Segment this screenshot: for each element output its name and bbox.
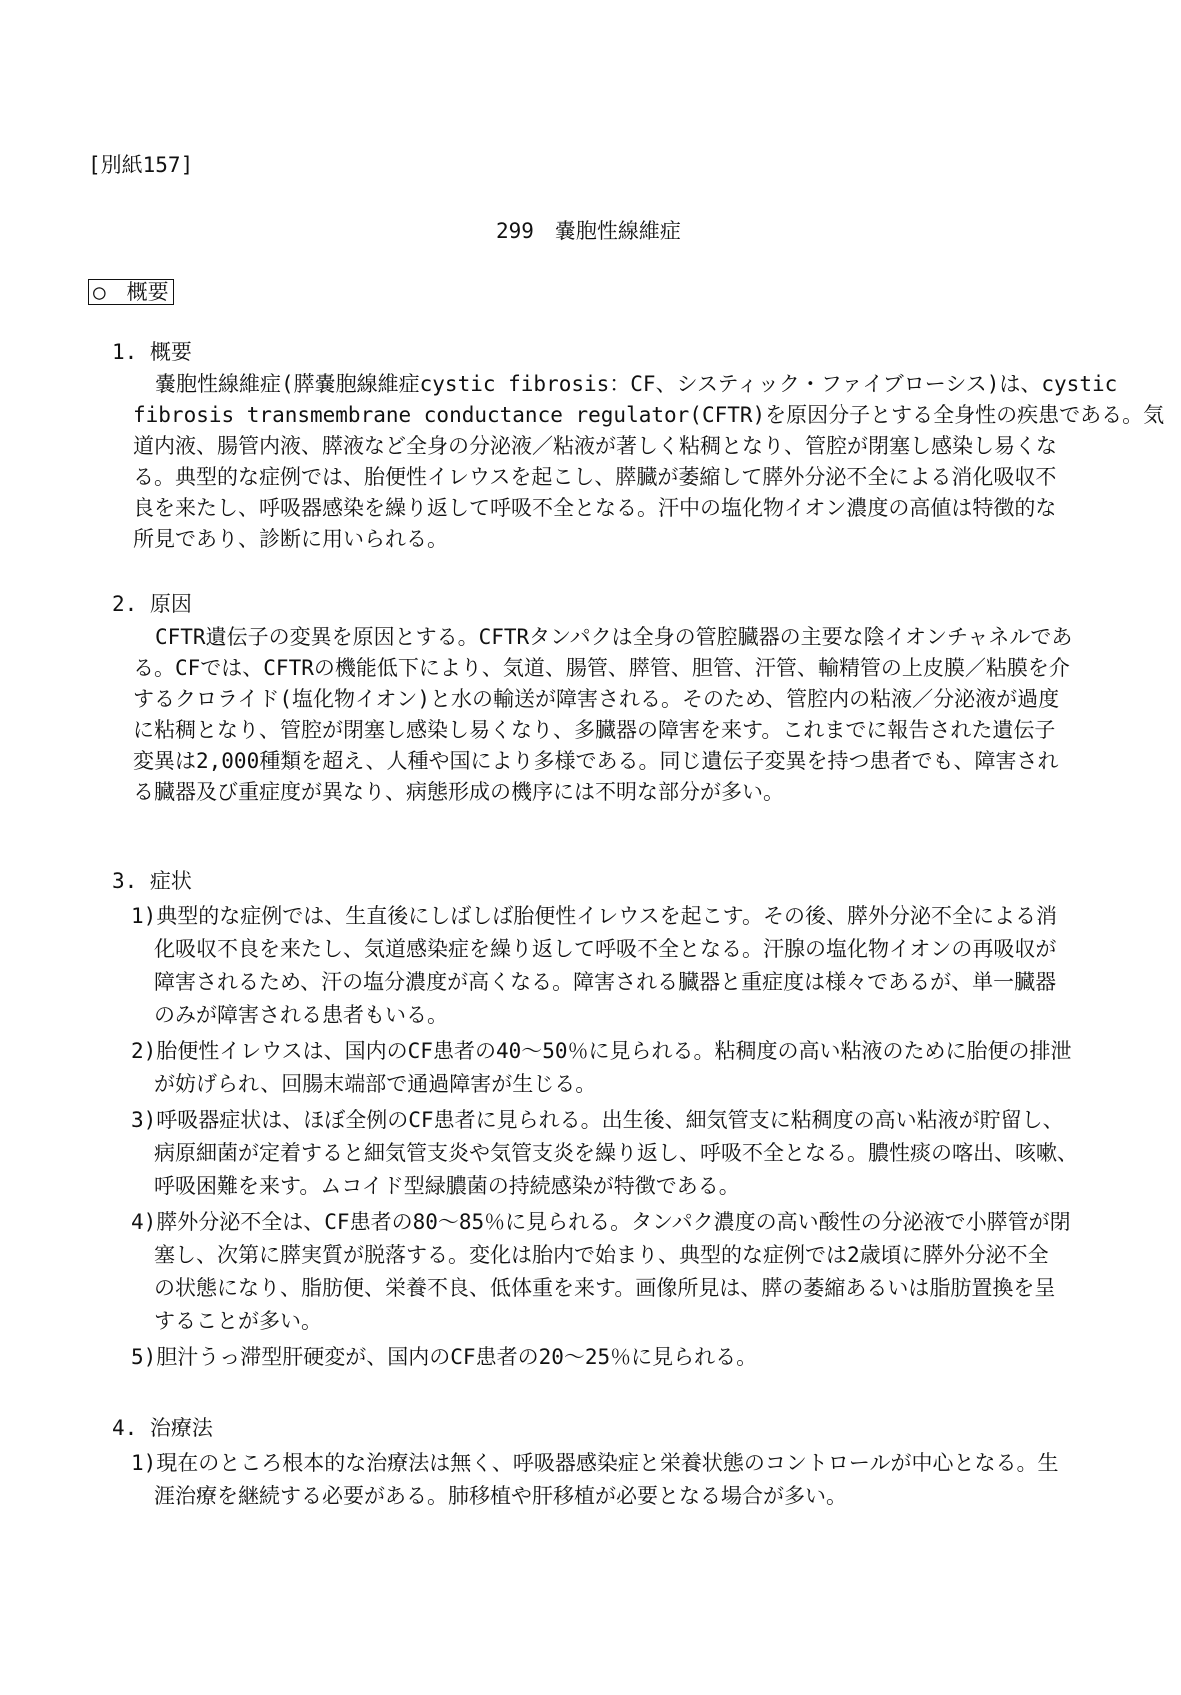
- text-line: 道内液、腸管内液、膵液など全身の分泌液／粘液が著しく粘稠となり、管腔が閉塞し感染し易くな: [133, 434, 1057, 458]
- text-line: 嚢胞性線維症(膵嚢胞線維症cystic fibrosis：CF、システィック・ファイブローシス)は、cystic: [155, 372, 1118, 396]
- text-line: 障害されるため、汗の塩分濃度が高くなる。障害される臓器と重症度は様々であるが、単一臓器: [154, 970, 1057, 994]
- text-line: 良を来たし、呼吸器感染を繰り返して呼吸不全となる。汗中の塩化物イオン濃度の高値は特徴的な: [133, 496, 1057, 520]
- text-line: 化吸収不良を来たし、気道感染症を繰り返して呼吸不全となる。汗腺の塩化物イオンの再吸収が: [154, 937, 1057, 961]
- text-line: 呼吸困難を来す。ムコイド型緑膿菌の持続感染が特徴である。: [154, 1174, 740, 1198]
- page-title: 299 嚢胞性線維症: [496, 219, 681, 243]
- text-line: が妨げられ、回腸末端部で通過障害が生じる。: [154, 1072, 597, 1096]
- text-line: 所見であり、診断に用いられる。: [133, 527, 448, 551]
- text-line: のみが障害される患者もいる。: [154, 1003, 448, 1027]
- text-line: するクロライド(塩化物イオン)と水の輸送が障害される。そのため、管腔内の粘液／分泌液が過度: [133, 687, 1060, 711]
- list-item: [131, 900, 1181, 1032]
- section-body-symptoms: [131, 900, 1181, 1374]
- list-item: [131, 1206, 1181, 1338]
- text-line: 4)膵外分泌不全は、CF患者の80～85％に見られる。タンパク濃度の高い酸性の分泌液で小膵管が閉: [131, 1210, 1071, 1234]
- text-line: 1)典型的な症例では、生直後にしばしば胎便性イレウスを起こす。その後、膵外分泌不全による消: [131, 904, 1057, 928]
- text-line: 1)現在のところ根本的な治療法は無く、呼吸器感染症と栄養状態のコントロールが中心となる。生: [131, 1451, 1059, 1475]
- text-line: る臓器及び重症度が異なり、病態形成の機序には不明な部分が多い。: [133, 780, 784, 804]
- section-heading-symptoms: 3. 症状: [112, 869, 192, 893]
- section-heading-treatment: 4. 治療法: [112, 1416, 213, 1440]
- section-body-treatment: [131, 1447, 1181, 1513]
- text-line: 変異は2,000種類を超え、人種や国により多様である。同じ遺伝子変異を持つ患者でも、障害され: [133, 749, 1059, 773]
- text-line: 3)呼吸器症状は、ほぼ全例のCF患者に見られる。出生後、細気管支に粘稠度の高い粘液が貯留し、: [131, 1108, 1064, 1132]
- list-item: [131, 1035, 1181, 1101]
- section-heading-cause: 2. 原因: [112, 592, 192, 616]
- list-item: [131, 1447, 1181, 1513]
- text-line: 涯治療を継続する必要がある。肺移植や肝移植が必要となる場合が多い。: [154, 1484, 847, 1508]
- text-line: 塞し、次第に膵実質が脱落する。変化は胎内で始まり、典型的な症例では2歳頃に膵外分泌不全: [154, 1243, 1049, 1267]
- section-body-overview: [133, 369, 1181, 555]
- text-line: 2)胎便性イレウスは、国内のCF患者の40～50％に見られる。粘稠度の高い粘液のために胎便の排泄: [131, 1039, 1072, 1063]
- text-line: 5)胆汁うっ滞型肝硬変が、国内のCF患者の20～25％に見られる。: [131, 1345, 758, 1369]
- text-line: る。典型的な症例では、胎便性イレウスを起こし、膵臓が萎縮して膵外分泌不全による消化吸収不: [133, 465, 1057, 489]
- text-line: CFTR遺伝子の変異を原因とする。CFTRタンパクは全身の管腔臓器の主要な陰イオンチャネルであ: [155, 625, 1073, 649]
- text-line: fibrosis transmembrane conductance regulator(CFTR)を原因分子とする全身性の疾患である。気: [133, 403, 1165, 427]
- annex-label: [別紙157]: [88, 153, 194, 177]
- text-line: の状態になり、脂肪便、栄養不良、低体重を来す。画像所見は、膵の萎縮あるいは脂肪置換を呈: [154, 1276, 1056, 1300]
- section-heading-overview: 1. 概要: [112, 340, 192, 364]
- text-line: することが多い。: [154, 1309, 322, 1333]
- list-item: [131, 1104, 1181, 1203]
- section-box-wrap: [88, 279, 1181, 306]
- text-line: に粘稠となり、管腔が閉塞し感染し易くなり、多臓器の障害を来す。これまでに報告された遺伝子: [133, 718, 1056, 742]
- section-box-overview: ○ 概要: [88, 279, 174, 305]
- list-item: [131, 1341, 1181, 1374]
- section-body-cause: [133, 622, 1181, 808]
- text-line: 病原細菌が定着すると細気管支炎や気管支炎を繰り返し、呼吸不全となる。膿性痰の喀出、咳嗽、: [154, 1141, 1078, 1165]
- text-line: る。CFでは、CFTRの機能低下により、気道、腸管、膵管、胆管、汗管、輸精管の上皮膜／粘膜を介: [133, 656, 1070, 680]
